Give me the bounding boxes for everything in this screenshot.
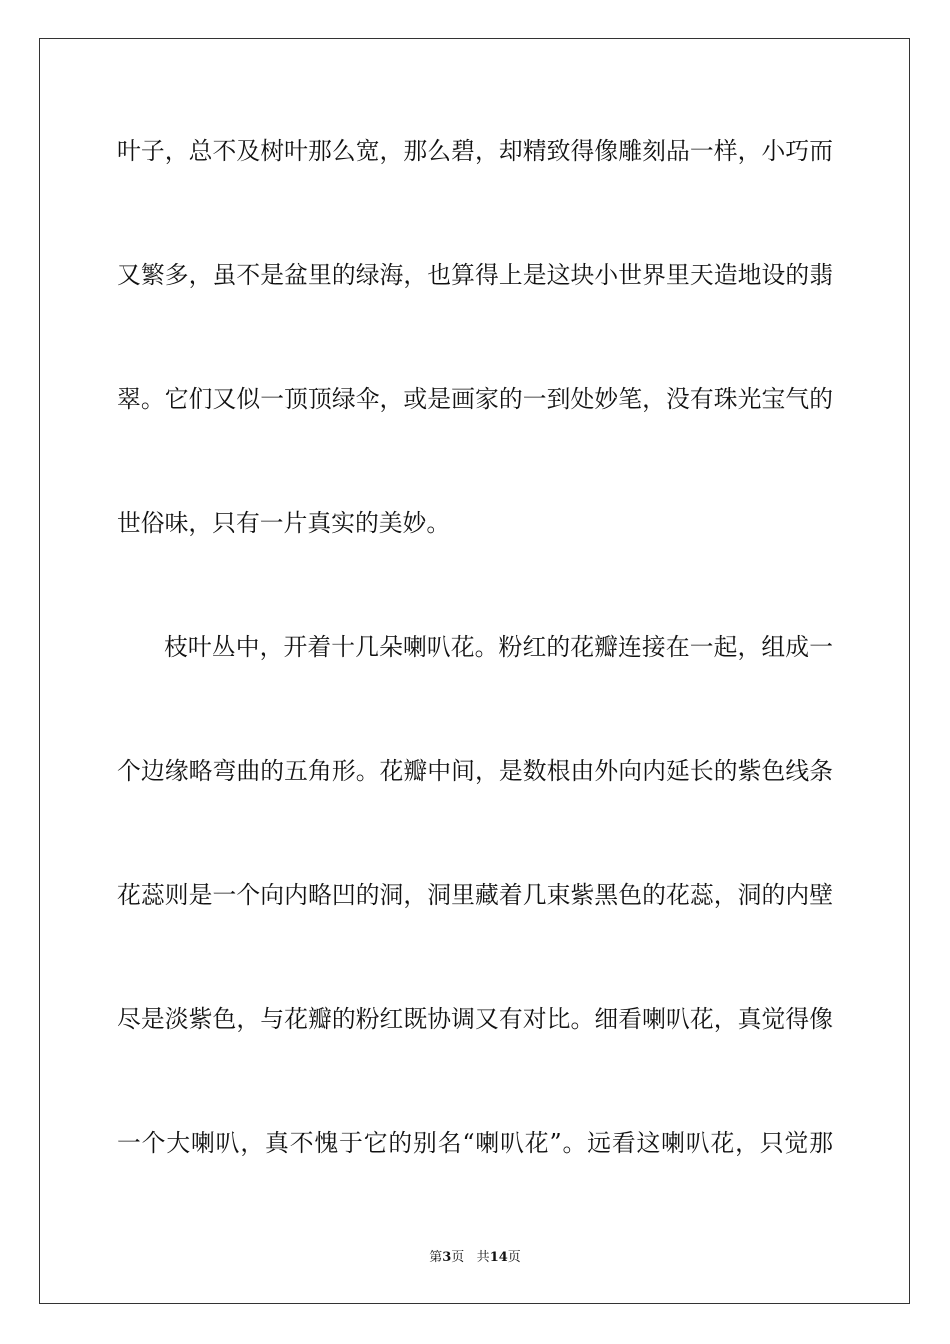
paragraph-2-line-1: 枝叶丛中，开着十几朵喇叭花。粉红的花瓣连接在一起，组成一 bbox=[164, 633, 833, 661]
paragraph-1-line-4: 世俗味，只有一片真实的美妙。 bbox=[117, 509, 451, 537]
document-body bbox=[117, 127, 833, 1243]
page-footer bbox=[0, 1246, 950, 1265]
page-number: 3 bbox=[442, 1250, 452, 1265]
total-pages: 14 bbox=[489, 1250, 508, 1265]
paragraph-2-line-2: 个边缘略弯曲的五角形。花瓣中间，是数根由外向内延长的紫色线条 bbox=[117, 757, 833, 785]
paragraph-2-line-3: 花蕊则是一个向内略凹的洞，洞里藏着几束紫黑色的花蕊，洞的内壁 bbox=[117, 881, 833, 909]
paragraph-1-line-1: 叶子，总不及树叶那么宽，那么碧，却精致得像雕刻品一样，小巧而 bbox=[117, 137, 833, 165]
paragraph-2-line-5: 一个大喇叭，真不愧于它的别名“喇叭花”。远看这喇叭花，只觉那 bbox=[117, 1129, 833, 1157]
paragraph-1-line-3: 翠。它们又似一顶顶绿伞，或是画家的一到处妙笔，没有珠光宝气的 bbox=[117, 385, 833, 413]
total-prefix: 共 bbox=[476, 1250, 490, 1265]
total-suffix: 页 bbox=[507, 1250, 521, 1265]
paragraph-1-line-2: 又繁多，虽不是盆里的绿海，也算得上是这块小世界里天造地设的翡 bbox=[117, 261, 833, 289]
paragraph-2-line-4: 尽是淡紫色，与花瓣的粉红既协调又有对比。细看喇叭花，真觉得像 bbox=[117, 1005, 833, 1033]
page-suffix: 页 bbox=[451, 1250, 465, 1265]
page-prefix: 第 bbox=[429, 1250, 443, 1265]
